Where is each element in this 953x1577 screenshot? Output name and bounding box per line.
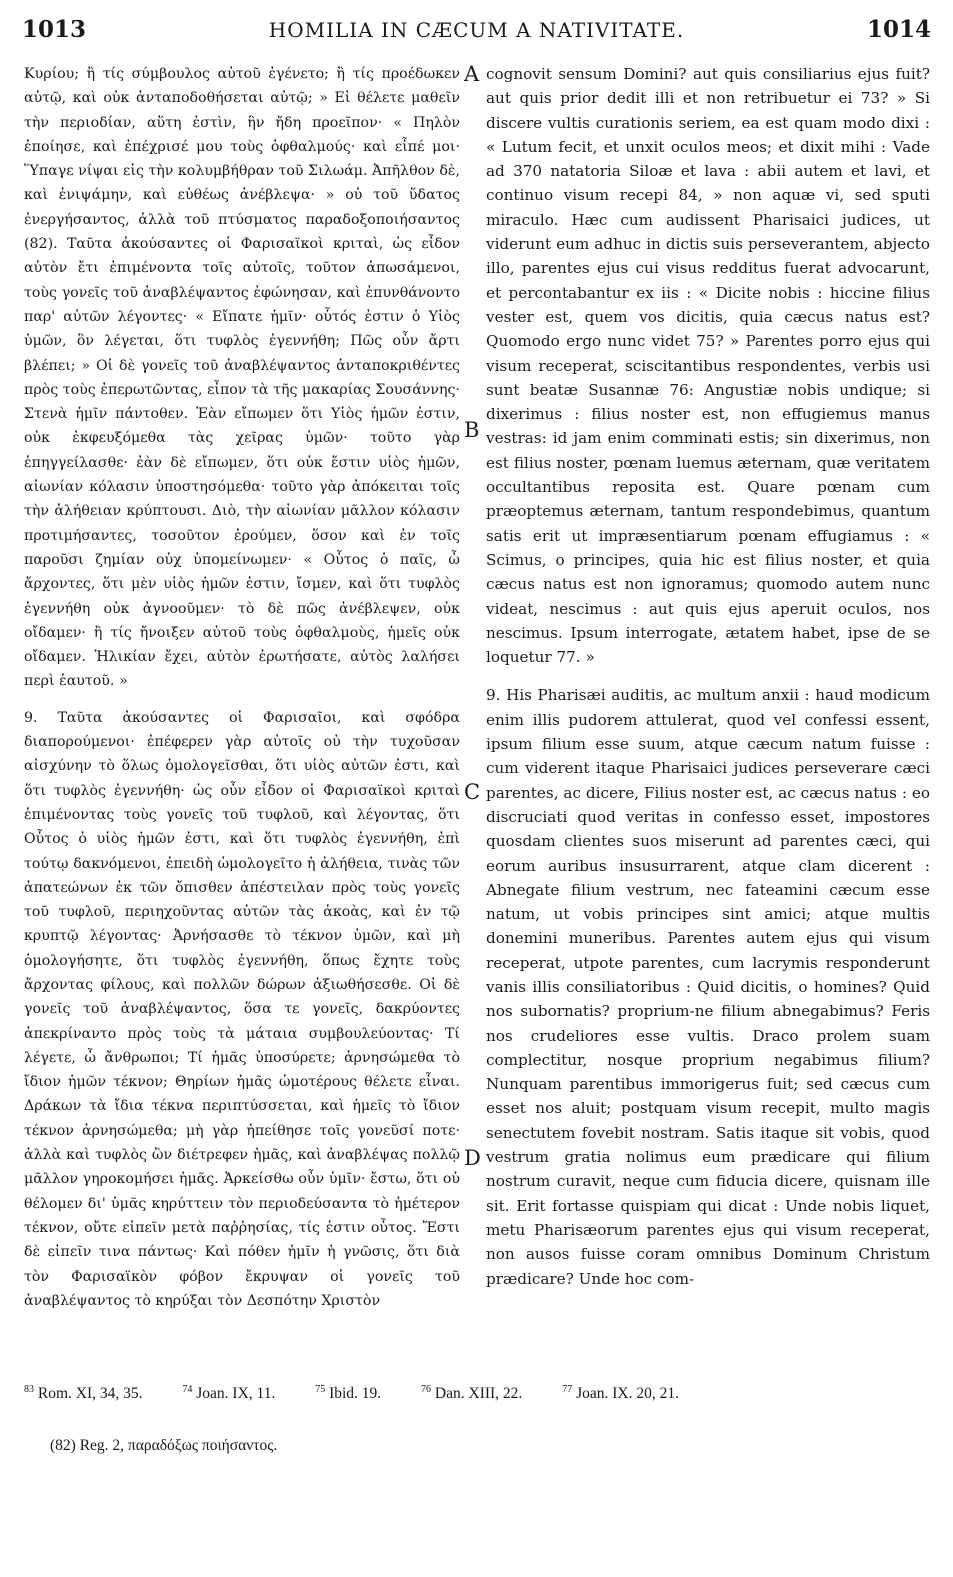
footnote-text: Rom. XI, 34, 35. [37, 1385, 143, 1403]
footnote-number: 77 [562, 1384, 573, 1395]
footnote [315, 1385, 399, 1402]
footnote-text: Joan. IX. 20, 21. [576, 1385, 679, 1403]
latin-paragraph-2: 9. His Pharisæi auditis, ac multum anxii : haud modicum enim illis pudorem attulerat, quod vel confessi essent, ipsum filium esse suum, atque cæcum natum fuisse : cum viderent itaque Pharisaici judices perseverare cæci parentes, ac dicere, Filius noster est, ac cæcus natus : eo discruciati quod veritas in confesso esset, impostores quosdam clientes suos miserunt ad parentes cæci, qui eorum auribus insusurrarent, atque clam dicerent : Abnegate filium vestrum, nec fateamini cæcum esse natum, ut vobis principes sint amici; atque multis donemini muneribus. Parentes autem ejus qui visum receperat, utpote parentes, cum lacrymis responderunt vanis illis consiliatoribus : Quid dicitis, o homines? Quid nos subornatis? proprium-ne filium abnegabimus? Feris nos crudeliores esse vultis. Draco prolem suam complectitur, nosque proprium negabimus filium? Nunquam parentibus immorigerus fuit; sed cæcus cum esset nos aluit; postquam visum recepit, multo magis senectutem fovebit nostram. Satis itaque sit vobis, quod vestrum gratia nolimus eum prædicare qui filium nostrum curavit, neque cum fiducia dicere, quisnam ille sit. Erit fortasse quispiam qui dicat : Unde nobis liquet, metu Pharisæorum parentes ejus qui visum receperat, non ausos fuisse coram omnibus Dominum Christum prædicare? Unde hoc com- [486, 686, 930, 1288]
section-marker-d: D [464, 1146, 481, 1170]
footnote-text: Ibid. 19. [329, 1385, 382, 1403]
footnote-number: 75 [315, 1384, 326, 1395]
footnote-number: 74 [182, 1384, 193, 1395]
page-header [0, 16, 953, 50]
latin-column [486, 62, 930, 1291]
footnote-number: 83 [24, 1384, 34, 1395]
editorial-note: (82) Reg. 2, παραδόξως ποιήσαντος. [50, 1437, 278, 1454]
footnotes [24, 1384, 934, 1403]
page-number-right: 1014 [866, 16, 931, 43]
greek-paragraph-2: 9. Ταῦτα ἀκούσαντες οἱ Φαρισαῖοι, καὶ σφόδρα διαπορούμενοι· ἐπέφερεν γὰρ αὐτοῖς οὐ τὴν τυχοῦσαν αἰσχύνην τὸ ὅλως ὁμολογεῖσθαι, ὅτι υἱὸς αὐτῶν ἐστι, καὶ ὅτι τυφλὸς ἐγεννήθη· ὡς οὖν εἶδον οἱ Φαρισαϊκοὶ κριταὶ ἐπιμένοντας τοὺς γονεῖς τοῦ τυφλοῦ, καὶ λέγοντας, ὅτι Οὗτος ὁ υἱὸς ἡμῶν ἐστι, καὶ ὅτι τυφλὸς ἐγεννήθη, ἐπὶ τούτῳ δακνόμενοι, ἐπειδὴ ὡμολογεῖτο ἡ ἀλήθεια, τινὰς τῶν ἀπατεώνων ἐκ τῶν ὄπισθεν ἀπέστειλαν πρὸς τοὺς γονεῖς τοῦ τυφλοῦ, περιηχοῦντας αὐτῶν τὰς ἀκοὰς, καὶ ἐν τῷ κρυπτῷ λέγοντας· Ἀρνήσασθε τὸ τέκνον ὑμῶν, καὶ μὴ ὁμολογήσητε, ὅτι τυφλὸς ἐγεννήθη, ὅπως ἔχητε τοὺς ἄρχοντας φίλους, καὶ πολλῶν δώρων ἀξιωθήσεσθε. Οἱ δὲ γονεῖς τοῦ ἀναβλέψαντος, ὅσα τε γονεῖς, δακρύοντες ἀπεκρίναντο πρὸς τοὺς τὰ μάταια συμβουλεύοντας· Τί λέγετε, ὦ ἄνθρωποι; Τί ἡμᾶς ὑποσύρετε; ἀρνησώμεθα τὸ ἴδιον ἡμῶν τέκνον; Θηρίων ἡμᾶς ὠμοτέρους θέλετε εἶναι. Δράκων τὰ ἴδια τέκνα περιπτύσσεται, καὶ ἡμεῖς τὸ ἴδιον τέκνον ἀρνησώμεθα; μὴ γὰρ ἠπείθησε τοῖς γονεῦσί ποτε· ἀλλὰ καὶ τυφλὸς ὢν διέτρεφεν ἡμᾶς, καὶ ἀναβλέψας πολλῷ μᾶλλον γηροκομήσει ἡμᾶς. Ἀρκείσθω οὖν ὑμῖν· ἔστω, ὅτι οὐ θέλομεν δι' ὑμᾶς κηρύττειν τὸν περιοδεύσαντα τὸ ἡμέτερον τέκνον, οὔτε εἰπεῖν μετὰ παῤῥησίας, τίς ἐστιν οὗτος. Ἔστι δὲ εἰπεῖν τινα πάντως· Καὶ πόθεν ἡμῖν ἡ γνῶσις, ὅτι διὰ τὸν Φαρισαϊκὸν φόβον ἔκρυψαν οἱ γονεῖς τοῦ ἀναβλέψαντος τὸ κηρύξαι τὸν Δεσπότην Χριστὸν [24, 709, 460, 1309]
footnote [562, 1385, 697, 1402]
section-marker-b: B [464, 418, 480, 442]
footnote-text: Joan. IX, 11. [196, 1385, 276, 1403]
footnote [182, 1385, 293, 1402]
footnote [24, 1385, 161, 1402]
footnote-text: Dan. XIII, 22. [434, 1385, 523, 1403]
greek-paragraph-1: Κυρίου; ἢ τίς σύμβουλος αὐτοῦ ἐγένετο; ἢ τίς προέδωκεν αὐτῷ, καὶ οὐκ ἀνταποδοθήσεται αὐτῷ; » Εἰ θέλετε μαθεῖν τὴν περιοδίαν, αὕτη ἐστὶν, ἣν ἤδη προεῖπον· « Πηλὸν ἐποίησε, καὶ ἐπέχρισέ μου τοὺς ὀφθαλμούς· καὶ εἶπέ μοι· Ὕπαγε νίψαι εἰς τὴν κολυμβήθραν τοῦ Σιλωάμ. Ἀπῆλθον δὲ, καὶ ἐνιψάμην, καὶ εὐθέως ἀνέβλεψα· » οὐ τοῦ ὕδατος ἐνεργήσαντος, ἀλλὰ τοῦ πτύσματος παραδοξοποιήσαντος (82). Ταῦτα ἀκούσαντες οἱ Φαρισαϊκοὶ κριταὶ, ὡς εἶδον αὐτὸν ἔτι ἐπιμένοντα τοῖς αὐτοῖς, τοῦτον ἀπωσάμενοι, τοὺς γονεῖς τοῦ ἀναβλέψαντος ἐφώνησαν, καὶ ἐπυνθάνοντο παρ' αὐτῶν λέγοντες· « Εἴπατε ἡμῖν· οὗτός ἐστιν ὁ Υἱὸς ὑμῶν, ὃν λέγεται, ὅτι τυφλὸς ἐγεννήθη; Πῶς οὖν ἄρτι βλέπει; » Οἱ δὲ γονεῖς τοῦ ἀναβλέψαντος ἀνταποκριθέντες πρὸς τοὺς ἐπερωτῶντας, εἶπον τὰ τῆς μακαρίας Σουσάννης· Στενὰ ἡμῖν πάντοθεν. Ἐὰν εἴπωμεν ὅτι Υἱὸς ἡμῶν ἐστιν, οὐκ ἐκφευξόμεθα τὰς χεῖρας ὑμῶν· τοῦτο γὰρ ἐπηγγείλασθε· ἐὰν δὲ εἴπωμεν, ὅτι οὐκ ἔστιν υἱὸς ἡμῶν, αἰωνίαν κόλασιν ὑποστησόμεθα· τοῦτο γὰρ ἀπόκειται τοῖς τὴν ἀλήθειαν κρύπτουσι. Διὸ, τὴν αἰωνίαν μᾶλλον κόλασιν προτιμήσαντες, τοσοῦτον ἐρούμεν, ὅσον καὶ ἐν τοῖς παροῦσι ζημίαν οὐχ ὑπομείνωμεν· « Οὗτος ὁ παῖς, ὦ ἄρχοντες, ὅτι μὲν υἱὸς ἡμῶν ἐστιν, ἴσμεν, καὶ ὅτι τυφλὸς ἐγεννήθη οὐκ ἀγνοοῦμεν· τὸ δὲ πῶς ἀνέβλεψεν, οὐκ οἴδαμεν· ἢ τίς ἤνοιξεν αὐτοῦ τοὺς ὀφθαλμοὺς, ἡμεῖς οὐκ οἴδαμεν. Ἡλικίαν ἔχει, αὐτὸν ἐρωτήσατε, αὐτὸς λαλήσει περὶ ἑαυτοῦ. » [24, 66, 460, 690]
running-title: HOMILIA IN CÆCUM A NATIVITATE. [268, 18, 685, 42]
greek-column [24, 62, 460, 1313]
section-marker-a: A [464, 62, 480, 86]
footnote-number: 76 [421, 1384, 432, 1395]
footnote [421, 1385, 540, 1402]
latin-paragraph-1: cognovit sensum Domini? aut quis consiliarius ejus fuit? aut quis prior dedit illi et non retribuetur ei 73? » Si discere vultis curationis seriem, ea est quam modo dixi : « Lutum fecit, et unxit oculos meos; et dixit mihi : Vade ad 370 natatoria Siloæ et lava : abii autem et lavi, et continuo visum recepi 84, » non aquæ vi, sed sputi miraculo. Hæc cum audissent Pharisaici judices, ut viderunt eum adhuc in dictis suis perseverantem, abjecto illo, parentes ejus cui visus redditus fuerat advocarunt, et percontabantur ex iis : « Dicite nobis : hiccine filius vester est, quem vos dicitis, quia cæcus natus est? Quomodo ergo nunc videt 75? » Parentes porro ejus qui visum receperat, sciscitantibus respondentes, verbis usi sunt beatæ Susannæ 76: Angustiæ nobis undique; si dixerimus : filius noster est, non effugiemus manus vestras: id jam enim comminati estis; sin dixerimus, non est filius noster, pœnam luemus æternam, quæ veritatem occultantibus reposita est. Quare pœnam cum præoptemus æternam, tantum respondebimus, quantum satis erit ut impræsentiarum pœnam effugiamus : « Scimus, o principes, quia hic est filius noster, et quia cæcus natus est non ignoramus; quomodo autem nunc videat, nescimus : aut quis ejus aperuit oculos, nos nescimus. Ipsum interrogate, ætatem habet, ipse de se loquetur 77. » [486, 65, 930, 667]
page-number-left: 1013 [22, 16, 87, 43]
section-marker-c: C [464, 780, 481, 804]
